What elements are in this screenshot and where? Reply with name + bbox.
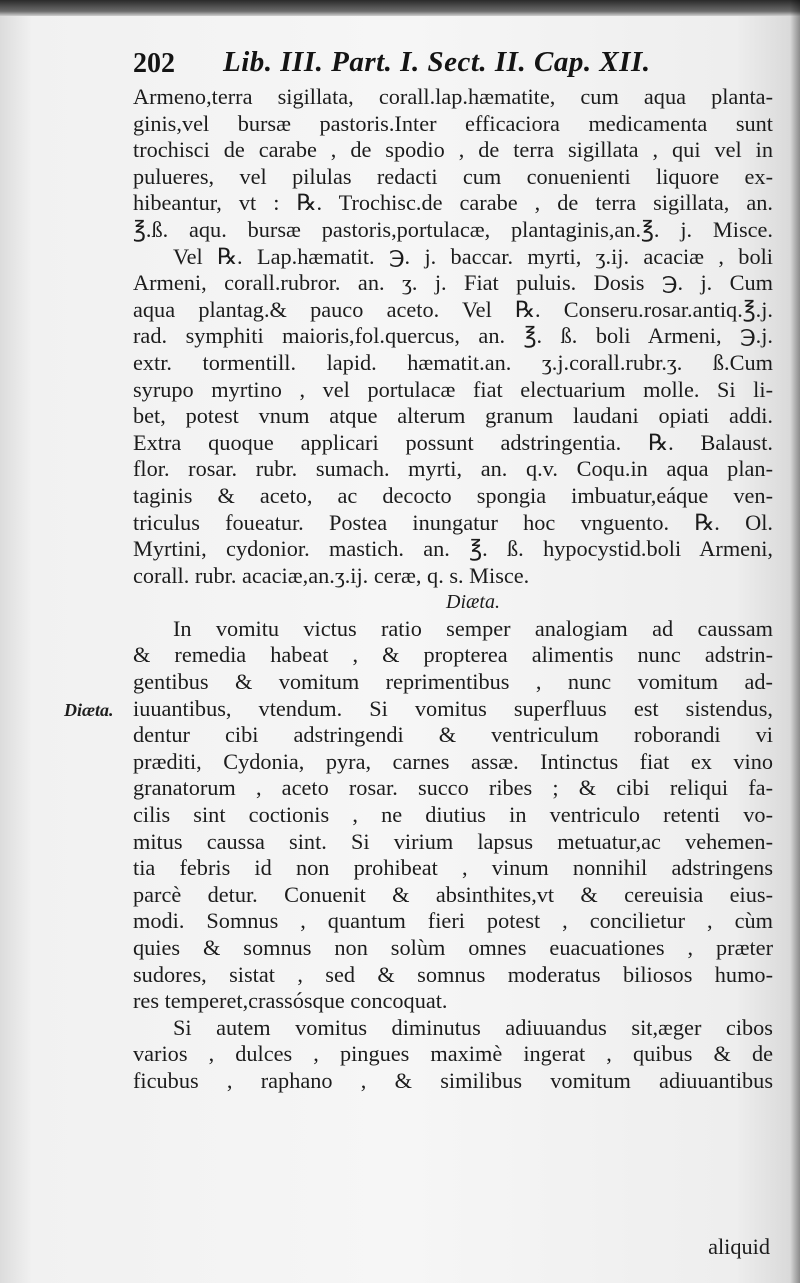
page-gutter-shadow bbox=[790, 0, 800, 1283]
text-line: quies & somnus non solùm omnes euacuationes , præter bbox=[133, 935, 773, 960]
text-line: varios , dulces , pingues maximè ingerat , quibus & de bbox=[133, 1041, 773, 1067]
text-line: granatorum , aceto rosar. succo ribes ; & cibi reliqui fa- bbox=[133, 775, 773, 801]
text-line: Vel ℞. Lap.hæmatit. ℈. j. baccar. myrti, ʒ.ij. acaciæ , boli bbox=[173, 243, 773, 269]
running-title: Lib. III. Part. I. Sect. II. Cap. XII. bbox=[223, 46, 651, 78]
page-header bbox=[133, 44, 773, 88]
margin-note: Diæta. bbox=[64, 700, 114, 720]
text-line: aqua plantag.& pauco aceto. Vel ℞. Conseru.rosar.antiq.℥.j. bbox=[133, 296, 773, 322]
text-line: trochisci de carabe , de spodio , de terra sigillata , qui vel in bbox=[133, 137, 773, 163]
text-line: præditi, Cydonia, pyra, carnes assæ. Intinctus fiat ex vino bbox=[133, 748, 773, 774]
text-line: ficubus , raphano , & similibus vomitum adiuuantibus bbox=[133, 1067, 773, 1093]
text-line: pulueres, vel pilulas redacti cum conuenienti liquore ex- bbox=[133, 163, 773, 189]
catchword: aliquid bbox=[708, 1234, 770, 1259]
text-line: tia febris id non prohibeat , vinum nonnihil adstringens bbox=[133, 855, 773, 881]
text-line: ginis,vel bursæ pastoris.Inter efficaciora medicamenta sunt bbox=[133, 110, 773, 136]
text-line: Myrtini, cydonior. mastich. an. ℥. ß. hypocystid.boli Armeni, bbox=[133, 536, 773, 562]
text-line: Armeno,terra sigillata, corall.lap.hæmatite, cum aqua planta- bbox=[133, 84, 773, 109]
text-line: taginis & aceto, ac decocto spongia imbuatur,eáque ven- bbox=[133, 482, 773, 508]
text-line: mitus caussa sint. Si virium lapsus metuatur,ac vehemen- bbox=[133, 828, 773, 854]
text-line: Si autem vomitus diminutus adiuuandus sit,æger cibos bbox=[173, 1014, 773, 1040]
text-line: In vomitu victus ratio semper analogiam ad caussam bbox=[173, 615, 773, 641]
text-line: bet, potest vnum atque alterum granum laudani opiati addi. bbox=[133, 403, 773, 429]
page-number: 202 bbox=[133, 48, 175, 79]
text-line: iuuantibus, vtendum. Si vomitus superfluus est sistendus, bbox=[133, 695, 773, 721]
section-heading: Diæta. bbox=[446, 591, 500, 614]
text-line: cilis sint coctionis , ne diutius in ventriculo retenti vo- bbox=[133, 802, 773, 828]
text-line: sudores, sistat , sed & somnus moderatus biliosos humo- bbox=[133, 961, 773, 987]
text-line: flor. rosar. rubr. sumach. myrti, an. q.v. Coqu.in aqua plan- bbox=[133, 456, 773, 482]
text-line: extr. tormentill. lapid. hæmatit.an. ʒ.j.corall.rubr.ʒ. ß.Cum bbox=[133, 349, 773, 375]
text-line: rad. symphiti maioris,fol.quercus, an. ℥. ß. boli Armeni, ℈.j. bbox=[133, 323, 773, 349]
text-line: dentur cibi adstringendi & ventriculum roborandi vi bbox=[133, 722, 773, 748]
paragraph-diet bbox=[133, 616, 773, 1015]
page-body bbox=[133, 84, 773, 1095]
text-line: hibeantur, vt : ℞. Trochisc.de carabe , de terra sigillata, an. bbox=[133, 190, 773, 216]
paragraph-remedies bbox=[133, 84, 773, 589]
paragraph-diminished-vomit bbox=[133, 1015, 773, 1095]
text-line: & remedia habeat , & propterea alimentis nunc adstrin- bbox=[133, 642, 773, 668]
text-line: res temperet,crassósque concoquat. bbox=[133, 988, 448, 1014]
text-line: Armeni, corall.rubror. an. ʒ. j. Fiat puluis. Dosis ℈. j. Cum bbox=[133, 270, 773, 296]
text-line: triculus foueatur. Postea inungatur hoc vnguento. ℞. Ol. bbox=[133, 509, 773, 535]
text-line: corall. rubr. acaciæ,an.ʒ.ij. ceræ, q. s. Misce. bbox=[133, 562, 530, 588]
text-line: Extra quoque applicari possunt adstringentia. ℞. Balaust. bbox=[133, 429, 773, 455]
text-line: ℥.ß. aqu. bursæ pastoris,portulacæ, plantaginis,an.℥. j. Misce. bbox=[133, 216, 773, 242]
text-line: modi. Somnus , quantum fieri potest , concilietur , cùm bbox=[133, 908, 773, 934]
scan-top-edge bbox=[0, 0, 800, 16]
text-line: parcè detur. Conuenit & absinthites,vt & cereuisia eius- bbox=[133, 881, 773, 907]
text-line: gentibus & vomitum reprimentibus , nunc vomitum ad- bbox=[133, 669, 773, 695]
text-line: syrupo myrtino , vel portulacæ fiat electuarium molle. Si li- bbox=[133, 376, 773, 402]
